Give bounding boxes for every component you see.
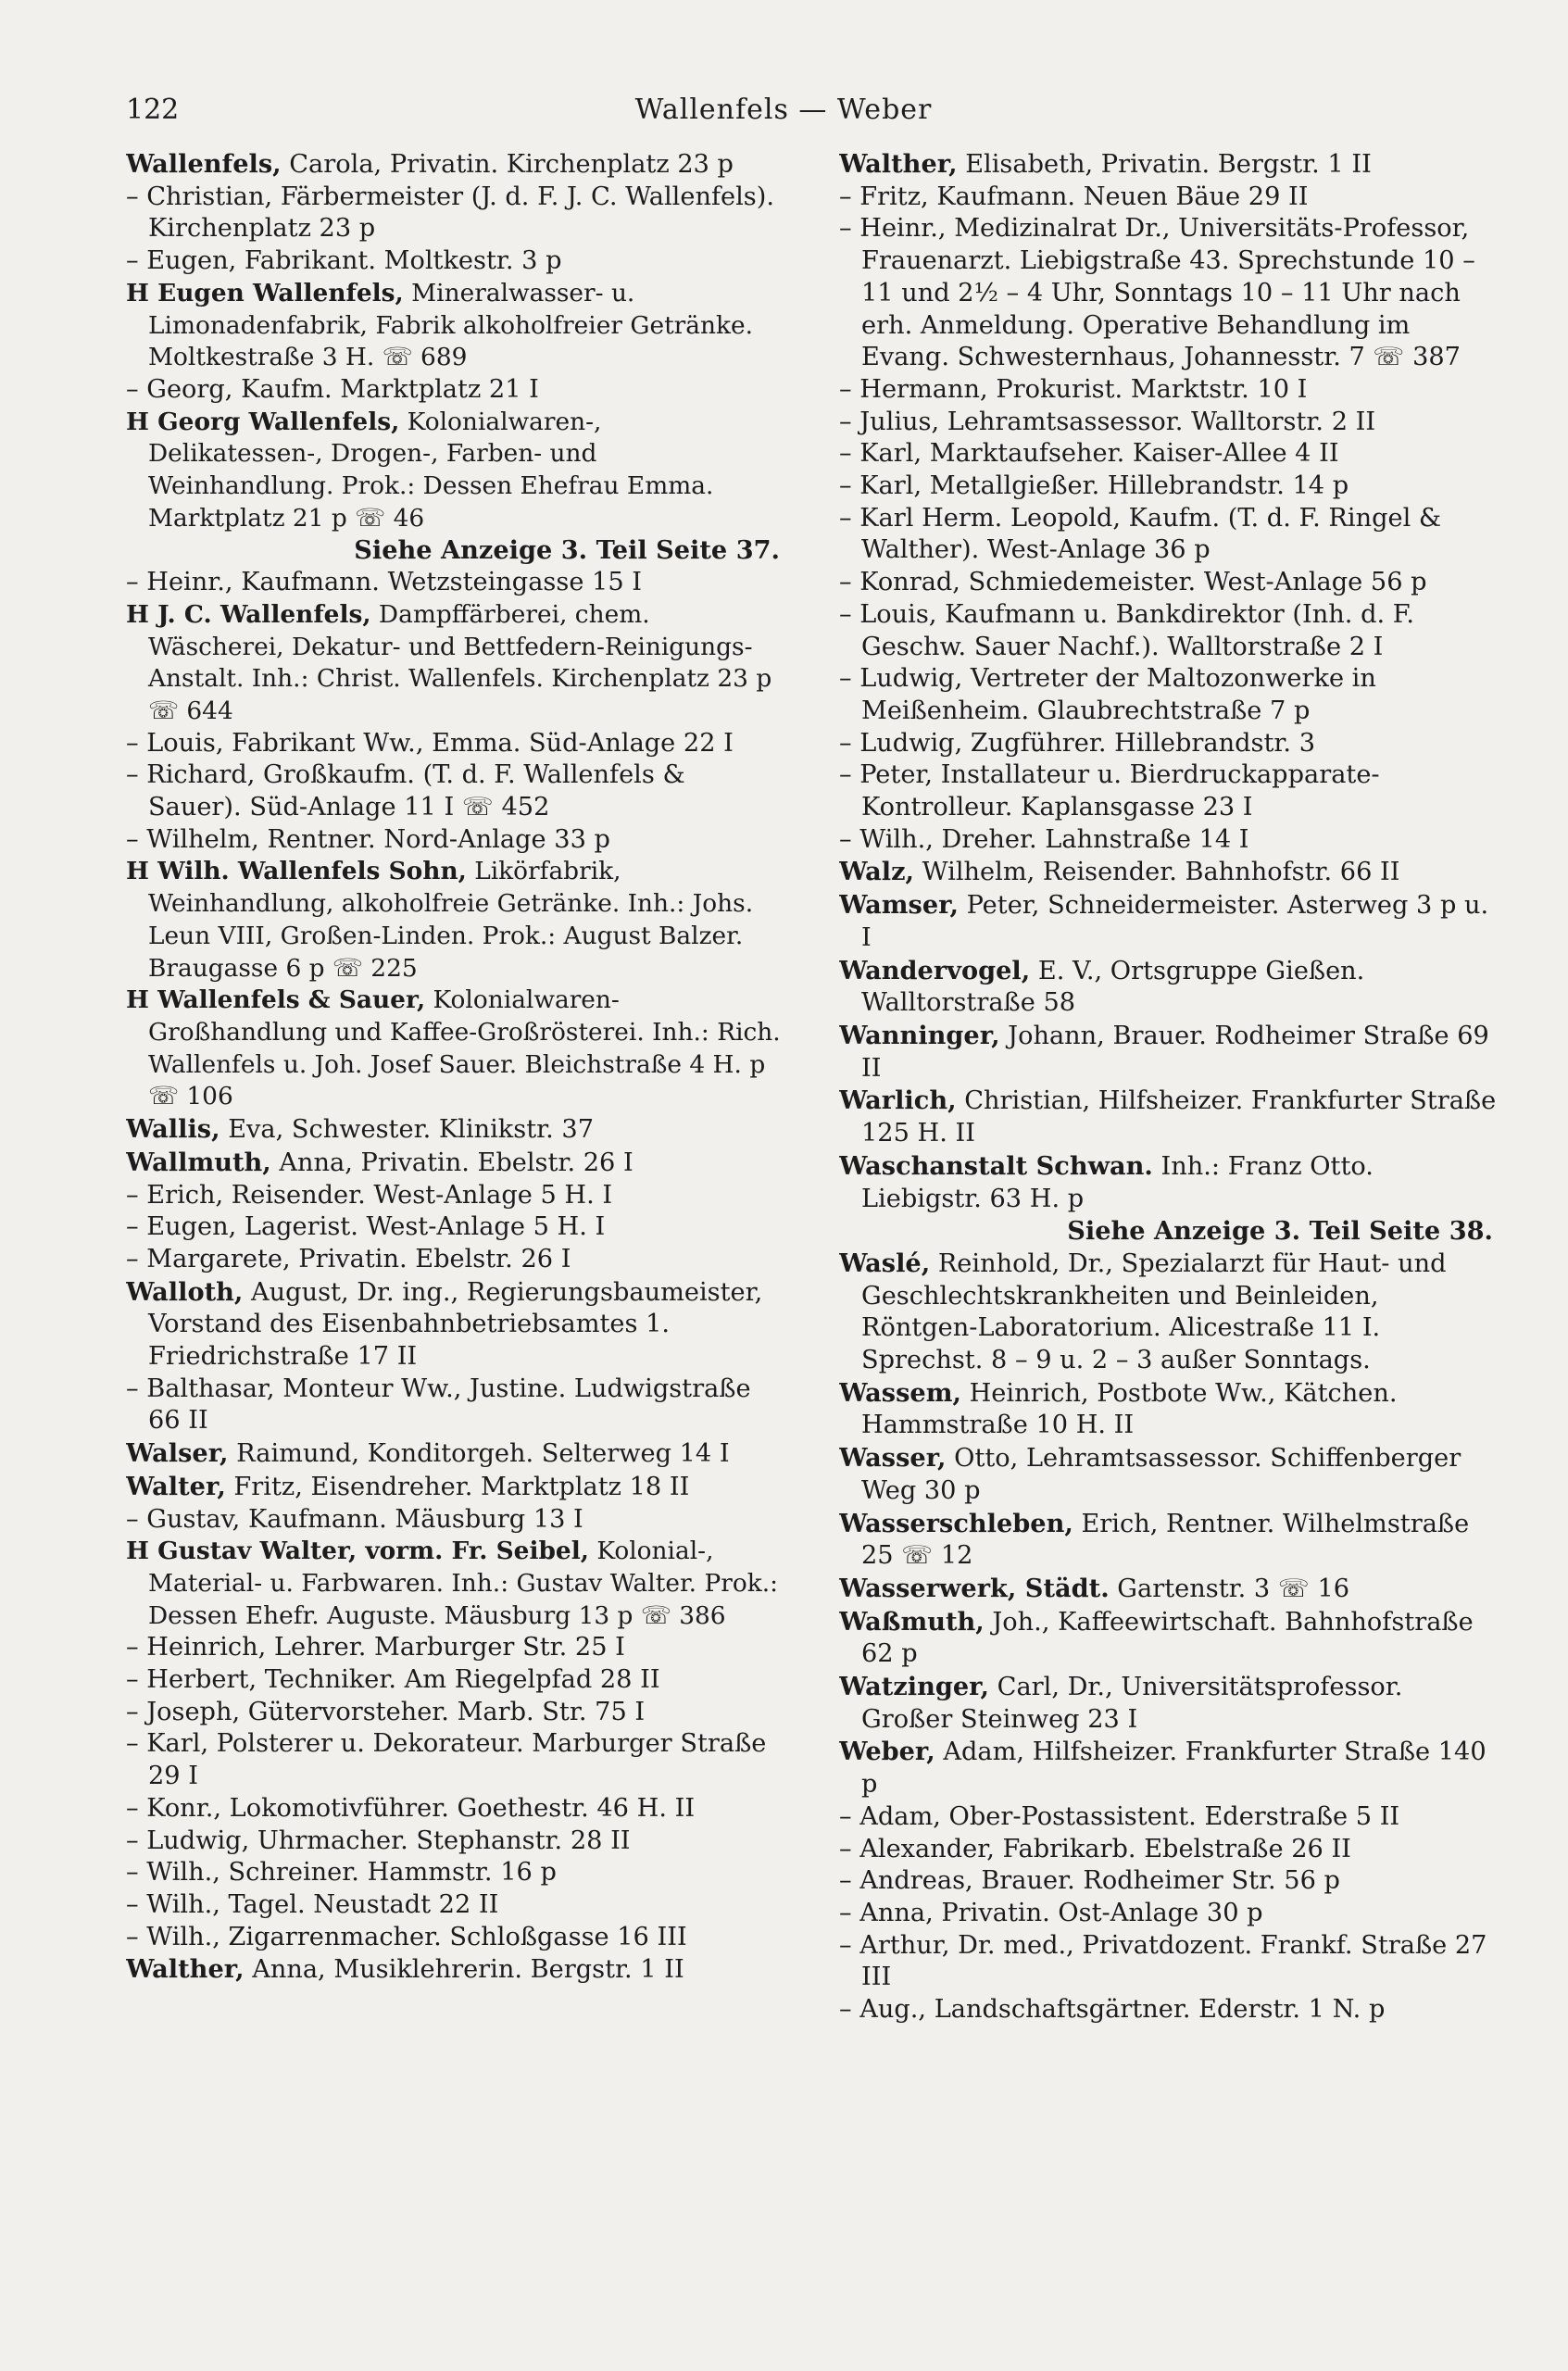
directory-entry [126,1374,784,1437]
entry-text: Reinhold, Dr., Spezialarzt für Haut- und Geschlechtskrankheiten und Beinleiden, Röntgen-Laboratorium. Alicestraße 11 I. Sprechst. 8 – 9 u. 2 – 3 außer Sonntags. [861,1248,1447,1375]
directory-entry [126,599,784,728]
entry-name: – Ludwig, [839,664,963,694]
entry-text: Monteur Ww., Justine. Ludwigstraße 66 II [148,1374,751,1436]
entry-name: H Wallenfels & Sauer, [126,985,426,1015]
entry-text: Kolonialwaren-Großhandlung und Kaffee-Großrösterei. Inh.: Rich. Wallenfels u. Joh. Josef Sauer. Bleichstraße 4 H. p ☏ 106 [148,985,781,1111]
right-column [839,148,1497,2315]
entry-name: – Aug., [839,1995,927,2025]
directory-entry [126,1922,784,1954]
entry-name: – Gustav, [126,1504,241,1534]
directory-entry [126,759,784,823]
directory-entry [839,1834,1497,1866]
left-column [126,148,784,2315]
directory-entry [126,1276,784,1374]
directory-entry [126,1471,784,1504]
entry-name: – Eugen, [126,1212,237,1242]
entry-text: E. V., Ortsgruppe Gießen. Walltorstraße 58 [861,956,1365,1018]
entry-text: Lokomotivführer. Goethestr. 46 H. II [221,1793,696,1823]
entry-text: Likörfabrik, Weinhandlung, alkoholfreie Getränke. Inh.: Johs. Leun VIII, Großen-Linden. Prok.: August Balzer. Braugasse 6 p ☏ 225 [148,857,754,983]
directory-entry [839,1994,1497,2026]
entry-text: Wilhelm, Reisender. Bahnhofstr. 66 II [914,858,1400,887]
entry-name: Walser, [126,1438,229,1469]
entry-name: – Karl, [839,471,922,501]
entry-text: Färbermeister (J. d. F. J. C. Wallenfels). Kirchenplatz 23 p [148,182,775,244]
directory-entry [839,1085,1497,1149]
entry-name: H J. C. Wallenfels, [126,599,371,629]
entry-name: – Heinrich, [126,1633,267,1662]
directory-entry [839,1150,1497,1215]
entry-name: – Christian, [126,182,273,211]
directory-entry [126,278,784,374]
entry-name: Walloth, [126,1276,244,1307]
directory-entry [126,1889,784,1922]
entry-text: Heinrich, Postbote Ww., Kätchen. Hammstraße 10 H. II [861,1378,1398,1440]
directory-entry [839,599,1497,663]
entry-text: Dreher. Lahnstraße 14 I [933,824,1249,854]
directory-entry [839,1020,1497,1085]
entry-name: Wanninger, [839,1020,1000,1050]
entry-text: Leopold, Kaufm. (T. d. F. Ringel & Walther). West-Anlage 36 p [861,503,1442,565]
entry-name: – Wilh., [126,1858,220,1888]
directory-entry [839,1248,1497,1377]
entry-text: Fabrikarb. Ebelstraße 26 II [994,1834,1351,1863]
entry-name: – Margarete, [126,1244,291,1273]
entry-text: Reisender. West-Anlage 5 H. I [223,1180,613,1210]
directory-entry [839,182,1497,214]
directory-entry [839,567,1497,599]
entry-text: Peter, Schneidermeister. Asterweg 3 p u. I [861,891,1489,952]
entry-name: – Joseph, [126,1697,241,1726]
directory-entry [126,1180,784,1212]
directory-entry [839,374,1497,407]
entry-text: Gütervorsteher. Marb. Str. 75 I [240,1697,646,1726]
entry-name: – Richard, [126,760,256,790]
entry-text: Kaufmann. Wetzsteingasse 15 I [232,568,643,597]
entry-name: Weber, [839,1737,935,1767]
entry-text: Schreiner. Hammstr. 16 p [220,1858,557,1888]
entry-name: Waschanstalt Schwan. [839,1150,1153,1181]
directory-entry [839,856,1497,889]
entry-name: – Alexander, [839,1834,995,1863]
entry-name: – Arthur, [839,1930,950,1960]
entry-name: Wandervogel, [839,955,1031,985]
entry-text: Christian, Hilfsheizer. Frankfurter Straße 125 H. II [861,1086,1497,1148]
advertisement-reference [839,1215,1497,1248]
directory-entry [126,407,784,535]
entry-name: – Karl Herm. [839,503,1003,533]
directory-entry [839,148,1497,182]
directory-entry [126,1113,784,1147]
entry-name: Waßmuth, [839,1606,985,1637]
entry-text: Marktaufseher. Kaiser-Allee 4 II [922,439,1339,469]
entry-text: Johann, Brauer. Rodheimer Straße 69 II [861,1021,1489,1083]
entry-text: Großkaufm. (T. d. F. Wallenfels & Sauer). Süd-Anlage 11 I ☏ 452 [148,760,685,822]
entry-text: Kaufmann u. Bankdirektor (Inh. d. F. Geschw. Sauer Nachf.). Walltorstraße 2 I [861,599,1415,661]
entry-name: Wassem, [839,1377,961,1408]
entry-text: Prokurist. Marktstr. 10 I [987,374,1308,404]
entry-text: Siehe Anzeige 3. Teil Seite 37. [354,535,780,566]
entry-text: Tagel. Neustadt 22 II [220,1889,499,1919]
entry-name: – Heinr., [126,568,233,597]
entry-text: Carola, Privatin. Kirchenplatz 23 p [281,150,734,179]
entry-text: Kolonial-, Material- u. Farbwaren. Inh.: Gustav Walter. Prok.: Dessen Ehefr. Auguste. Mäusburg 13 p ☏ 386 [148,1537,778,1630]
directory-entry [126,985,784,1113]
entry-name: – Adam, [839,1801,941,1831]
entry-text: Elisabeth, Privatin. Bergstr. 1 II [957,150,1372,179]
entry-text: Brauer. Rodheimer Str. 56 p [972,1866,1340,1896]
directory-entry [126,1697,784,1729]
entry-name: H Georg Wallenfels, [126,407,400,436]
entry-name: Waslé, [839,1248,931,1278]
entry-text: Techniker. Am Riegelpfad 28 II [257,1665,660,1695]
entry-name: Walter, [126,1471,226,1501]
directory-entry [126,1953,784,1987]
directory-entry [839,1898,1497,1930]
directory-entry [839,955,1497,1020]
entry-text: Gartenstr. 3 ☏ 16 [1109,1574,1350,1603]
entry-text: Zigarrenmacher. Schloßgasse 16 III [220,1922,687,1951]
entry-name: Wamser, [839,890,959,921]
entry-name: Watzinger, [839,1672,989,1702]
directory-entry [126,1632,784,1664]
directory-entry [126,182,784,245]
entry-text: Kolonialwaren-, Delikatessen-, Drogen-, Farben- und Weinhandlung. Prok.: Dessen Ehefrau Emma. Marktplatz 21 p ☏ 46 [148,407,714,533]
entry-name: H Eugen Wallenfels, [126,278,404,307]
advertisement-reference [126,534,784,567]
entry-text: Lagerist. West-Anlage 5 H. I [236,1212,606,1242]
entry-name: – Konr., [126,1793,221,1823]
entry-name: – Eugen, [126,246,237,276]
entry-name: – Louis, [126,728,224,758]
entry-name: Wasser, [839,1443,947,1474]
entry-name: Walther, [839,149,958,179]
entry-text: Otto, Lehramtsassessor. Schiffenberger Weg 30 p [861,1444,1461,1505]
directory-entry [839,1930,1497,1994]
entry-text: Fritz, Eisendreher. Marktplatz 18 II [225,1472,690,1501]
directory-entry [126,1793,784,1825]
entry-name: Wallmuth, [126,1147,271,1177]
entry-text: Kaufmann. Mäusburg 13 I [240,1504,583,1534]
directory-entry [839,1801,1497,1834]
entry-text: Landschaftsgärtner. Ederstr. 1 N. p [926,1995,1386,2025]
entry-name: Wallenfels, [126,149,282,179]
entry-name: Wasserschleben, [839,1508,1073,1538]
directory-entry [126,1728,784,1792]
entry-name: – Ludwig, [839,728,963,758]
entry-name: – Ludwig, [126,1825,250,1855]
directory-entry [839,1377,1497,1442]
directory-entry [839,438,1497,470]
entry-text: Lehramtsassessor. Walltorstr. 2 II [939,407,1376,436]
entry-text: Lehrer. Marburger Str. 25 I [266,1633,625,1662]
entry-text: Vertreter der Maltozonwerke in Meißenheim. Glaubrechtstraße 7 p [861,664,1376,725]
entry-name: H Gustav Walter, vorm. Fr. Seibel, [126,1537,589,1566]
entry-name: – Andreas, [839,1866,973,1896]
entry-name: – Wilh., [839,824,934,854]
entry-name: – Fritz, [839,182,929,211]
page-header [126,89,1441,132]
directory-entry [839,213,1497,374]
directory-entry [839,1606,1497,1671]
directory-entry [126,245,784,278]
entry-text: Dr. med., Privatdozent. Frankf. Straße 27 III [861,1930,1487,1992]
entry-text: Schmiedemeister. West-Anlage 56 p [960,568,1427,597]
directory-entry [126,1211,784,1244]
entry-text: Joh., Kaffeewirtschaft. Bahnhofstraße 62 p [861,1607,1474,1669]
entry-text: Ober-Postassistent. Ederstraße 5 II [940,1801,1400,1831]
entry-text: Eva, Schwester. Klinikstr. 37 [220,1115,595,1145]
directory-entry [839,1508,1497,1573]
entry-name: – Herbert, [126,1665,257,1695]
directory-entry [126,1437,784,1471]
entry-name: – Julius, [839,407,940,436]
entry-name: – Wilhelm, [126,824,259,854]
entry-text: Privatin. Ebelstr. 26 I [290,1244,571,1273]
entry-name: – Balthasar, [126,1374,275,1403]
entry-text: Rentner. Nord-Anlage 33 p [258,824,610,854]
entry-text: Raimund, Konditorgeh. Selterweg 14 I [228,1439,730,1469]
entry-name: – Erich, [126,1180,224,1210]
entry-name: – Georg, [126,374,233,404]
directory-entry [126,1504,784,1537]
entry-text: Kaufmann. Neuen Bäue 29 II [928,182,1309,211]
directory-entry [839,728,1497,760]
entry-text: Adam, Hilfsheizer. Frankfurter Straße 140 p [861,1737,1486,1800]
entry-name: H Wilh. Wallenfels Sohn, [126,857,467,886]
entry-name: – Peter, [839,760,934,790]
entry-name: – Hermann, [839,374,988,404]
directory-entry [839,663,1497,727]
directory-entry [126,374,784,407]
entry-name: Walz, [839,857,915,887]
directory-entry [839,1671,1497,1736]
directory-entry [126,1664,784,1697]
directory-entry [839,1865,1497,1898]
entry-text: Privatin. Ost-Anlage 30 p [933,1898,1263,1927]
entry-name: – Karl, [839,439,922,469]
entry-text: Anna, Musiklehrerin. Bergstr. 1 II [244,1955,684,1985]
entry-name: Wasserwerk, Städt. [839,1573,1110,1603]
entry-name: – Karl, [126,1729,209,1759]
entry-text: Uhrmacher. Stephanstr. 28 II [249,1825,631,1855]
directory-entry [126,1825,784,1858]
directory-entry [839,889,1497,954]
directory-entry [126,856,784,985]
entry-text: Carl, Dr., Universitätsprofessor. Großer Steinweg 23 I [861,1673,1403,1734]
entry-text: Fabrikant. Moltkestr. 3 p [236,246,562,276]
entry-text: Erich, Rentner. Wilhelmstraße 25 ☏ 12 [861,1509,1470,1571]
entry-text: Siehe Anzeige 3. Teil Seite 38. [1067,1216,1493,1247]
entry-name: Warlich, [839,1085,957,1116]
entry-text: Zugführer. Hillebrandstr. 3 [962,728,1316,758]
directory-entry [126,728,784,760]
directory-entry [126,1857,784,1889]
entry-text: Installateur u. Bierdruckapparate-Kontrolleur. Kaplansgasse 23 I [861,760,1380,822]
page-number: 122 [126,94,180,126]
entry-name: – Wilh., [126,1922,220,1951]
directory-entry [839,503,1497,567]
entry-text: Dampffärberei, chem. Wäscherei, Dekatur- und Bettfedern-Reinigungs-Anstalt. Inh.: Christ. Wallenfels. Kirchenplatz 23 p ☏ 644 [148,599,772,725]
entry-text: August, Dr. ing., Regierungsbaumeister, Vorstand des Eisenbahnbetriebsamtes 1. Friedrichstraße 17 II [148,1277,763,1372]
entry-name: Walther, [126,1954,245,1985]
entry-text: Mineralwasser- u. Limonadenfabrik, Fabrik alkoholfreier Getränke. Moltkestraße 3 H. ☏ 689 [148,278,754,372]
entry-text: Polsterer u. Dekorateur. Marburger Straße 29 I [148,1729,767,1791]
directory-entry [839,1736,1497,1800]
directory-entry [839,1573,1497,1606]
directory-entry [839,1442,1497,1507]
directory-entry [126,148,784,182]
entry-name: – Wilh., [126,1889,220,1919]
directory-entry [126,1244,784,1276]
entry-text: Fabrikant Ww., Emma. Süd-Anlage 22 I [223,728,734,758]
directory-entry [126,567,784,599]
entry-text: Medizinalrat Dr., Universitäts-Professor, Frauenarzt. Liebigstraße 43. Sprechstunde 10 – 11 und 2½ – 4 Uhr, Sonntags 10 – 11 Uhr nach erh. Anmeldung. Operative Behandlung im Evang. Schwesternhaus, Johannesstr. 7 ☏ 387 [861,214,1475,372]
entry-name: – Konrad, [839,568,960,597]
entry-text: Kaufm. Marktplatz 21 I [232,374,539,404]
entry-name: – Louis, [839,599,937,629]
entry-name: – Heinr., [839,214,947,244]
entry-name: Wallis, [126,1114,220,1145]
entry-text: Metallgießer. Hillebrandstr. 14 p [922,471,1349,501]
entry-text: Anna, Privatin. Ebelstr. 26 I [270,1148,633,1177]
entry-text: Inh.: Franz Otto. Liebigstr. 63 H. p [861,1151,1374,1213]
directory-entry [839,407,1497,439]
directory-entry [839,470,1497,503]
directory-entry [126,1536,784,1632]
entry-name: – Anna, [839,1898,934,1927]
directory-entry [126,824,784,857]
directory-entry [839,759,1497,823]
running-head: Wallenfels — Weber [634,94,933,126]
directory-entry [839,824,1497,857]
directory-entry [126,1147,784,1180]
